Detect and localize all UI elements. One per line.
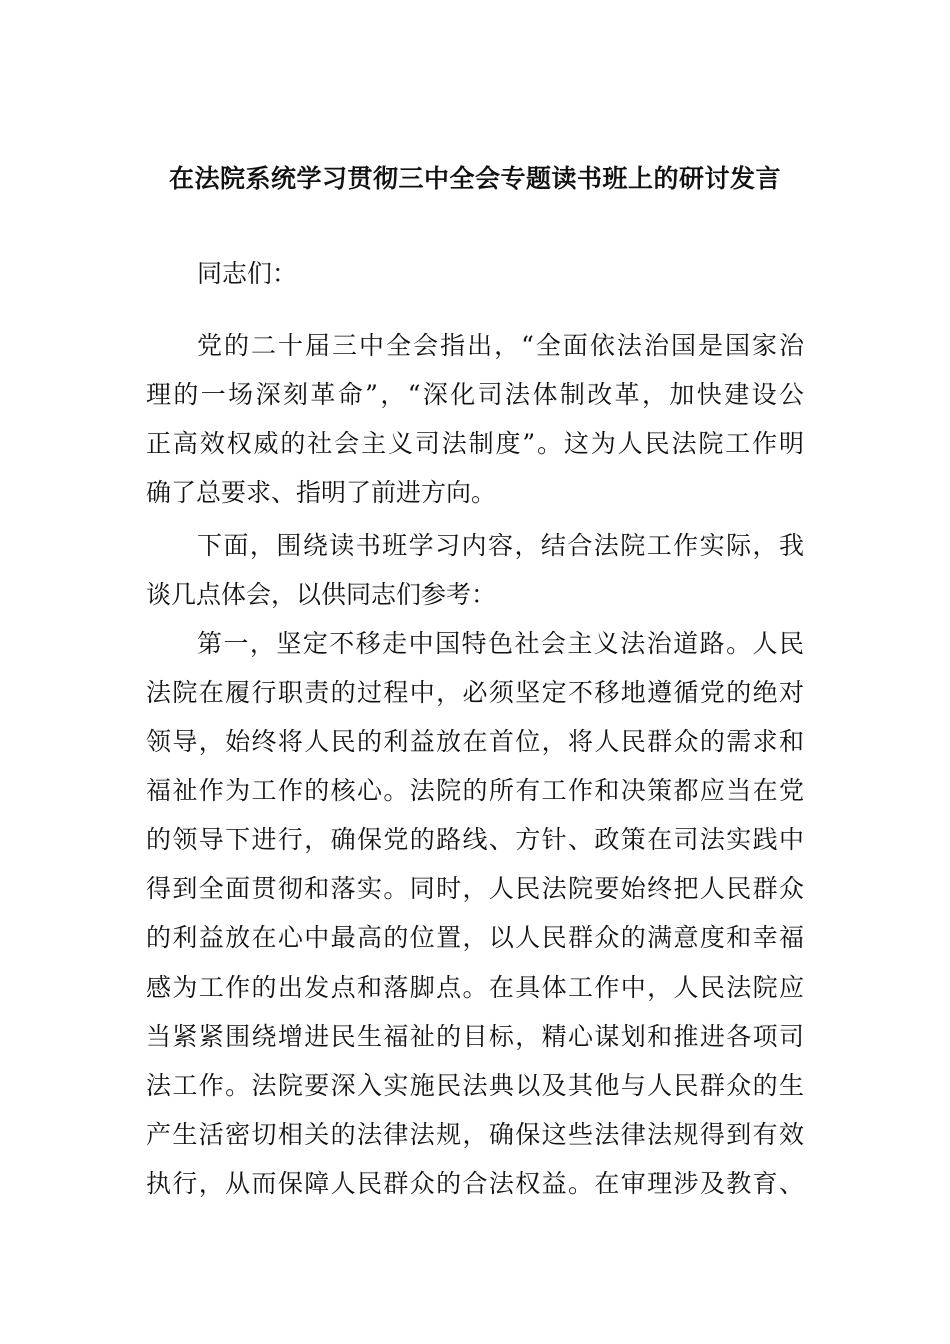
- body-line: 法工作。法院要深入实施民法典以及其他与人民群众的生: [146, 1071, 804, 1100]
- body-line: 执行，从而保障人民群众的合法权益。在审理涉及教育、: [146, 1169, 804, 1198]
- body-line: 领导，始终将人民的利益放在首位，将人民群众的需求和: [146, 727, 804, 756]
- body-line: 确了总要求、指明了前进方向。: [146, 478, 497, 507]
- body-line: 法院在履行职责的过程中，必须坚定不移地遵循党的绝对: [146, 678, 804, 707]
- body-line: 的领导下进行，确保党的路线、方针、政策在司法实践中: [146, 825, 804, 854]
- document-title: 在法院系统学习贯彻三中全会专题读书班上的研讨发言: [168, 164, 781, 193]
- body-line: 得到全面贯彻和落实。同时，人民法院要始终把人民群众: [146, 874, 804, 903]
- body-line: 产生活密切相关的法律法规，确保这些法律法规得到有效: [146, 1120, 804, 1149]
- body-line: 当紧紧围绕增进民生福祉的目标，精心谋划和推进各项司: [146, 1022, 804, 1051]
- body-line: 福祉作为工作的核心。法院的所有工作和决策都应当在党: [146, 776, 804, 805]
- body-line: 党的二十届三中全会指出，“全面依法治国是国家治: [197, 331, 804, 360]
- body-line: 理的一场深刻革命”，“深化司法体制改革，加快建设公: [146, 380, 804, 409]
- body-line: 的利益放在心中最高的位置，以人民群众的满意度和幸福: [146, 923, 804, 952]
- body-line: 正高效权威的社会主义司法制度”。这为人民法院工作明: [146, 429, 804, 458]
- body-line: 谈几点体会，以供同志们参考：: [146, 580, 497, 609]
- body-line: 第一，坚定不移走中国特色社会主义法治道路。人民: [197, 629, 804, 658]
- salutation-line: 同志们：: [197, 259, 298, 288]
- body-line: 下面，围绕读书班学习内容，结合法院工作实际，我: [197, 531, 804, 560]
- body-line: 感为工作的出发点和落脚点。在具体工作中，人民法院应: [146, 973, 804, 1002]
